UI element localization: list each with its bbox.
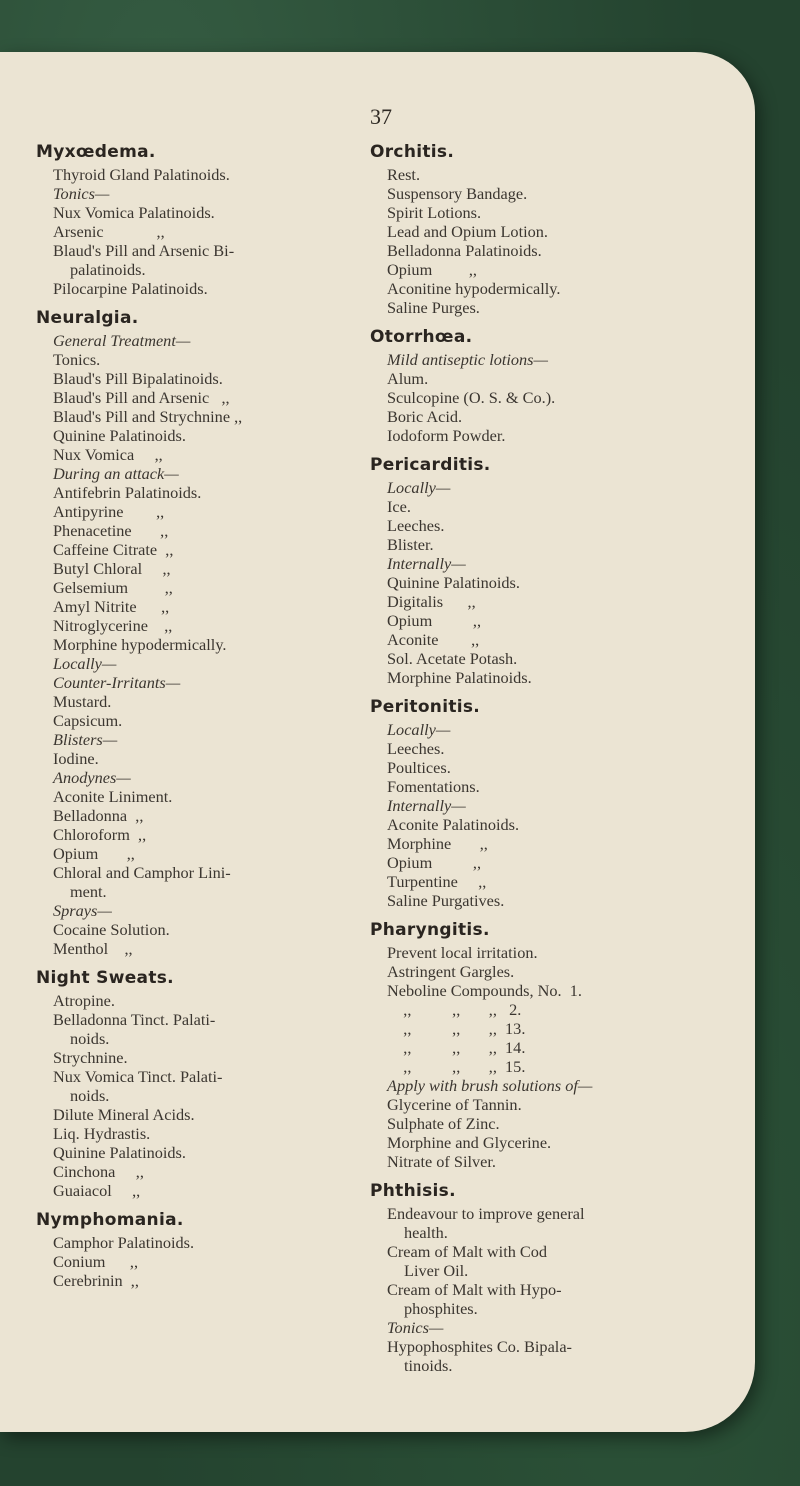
entry-line: Quinine Palatinoids. — [53, 426, 186, 445]
entry-line: Prevent local irritation. — [387, 943, 538, 962]
entry-line: Digitalis ,, — [387, 592, 476, 611]
entry-line: Mustard. — [53, 692, 112, 711]
entry-line: Morphine and Glycerine. — [387, 1133, 552, 1152]
entry-line: Arsenic ,, — [53, 222, 165, 241]
entry-line: Cocaine Solution. — [53, 920, 170, 939]
entry-line: Blaud's Pill and Strychnine ,, — [53, 407, 243, 426]
entry-line: Dilute Mineral Acids. — [53, 1105, 195, 1124]
entry-line: Butyl Chloral ,, — [53, 559, 171, 578]
section-heading: Orchitis. — [370, 142, 455, 162]
entry-line: Guaiacol ,, — [53, 1181, 141, 1200]
entry-line: health. — [404, 1223, 448, 1242]
entry-line: Belladonna Tinct. Palati- — [53, 1010, 216, 1029]
subheading-line: Locally— — [387, 478, 451, 497]
entry-line: Poultices. — [387, 758, 451, 777]
section — [370, 1181, 660, 1375]
entry-line: Neboline Compounds, No. 1. — [387, 981, 582, 1000]
entry-line: Turpentine ,, — [387, 872, 487, 891]
entry-line: Astringent Gargles. — [387, 962, 515, 981]
subheading-line: Internally— — [387, 796, 466, 815]
entry-line: Cinchona ,, — [53, 1162, 144, 1181]
section — [370, 142, 660, 317]
entry-line: tinoids. — [404, 1356, 453, 1375]
entry-line: Opium ,, — [387, 611, 482, 630]
entry-line: Blaud's Pill and Arsenic Bi- — [53, 241, 235, 260]
subheading-line: During an attack— — [53, 464, 179, 483]
entry-line: Chloral and Camphor Lini- — [53, 863, 231, 882]
entry-line: Capsicum. — [53, 711, 123, 730]
entry-line: Chloroform ,, — [53, 825, 147, 844]
section-heading: Neuralgia. — [36, 308, 139, 328]
entry-line: Morphine Palatinoids. — [387, 668, 532, 687]
entry-line: Nux Vomica Tinct. Palati- — [53, 1067, 223, 1086]
left-column — [36, 142, 358, 1300]
right-column — [370, 142, 660, 1385]
section — [36, 308, 358, 958]
entry-line: Lead and Opium Lotion. — [387, 222, 548, 241]
entry-line: Blister. — [387, 535, 434, 554]
entry-line: Ice. — [387, 497, 411, 516]
entry-line: ,, ,, ,, 15. — [387, 1057, 526, 1076]
entry-line: Iodine. — [53, 749, 99, 768]
section — [370, 455, 660, 687]
entry-line: Morphine hypodermically. — [53, 635, 227, 654]
section-heading: Phthisis. — [370, 1181, 456, 1201]
entry-line: noids. — [70, 1029, 110, 1048]
entry-line: Camphor Palatinoids. — [53, 1233, 195, 1252]
entry-line: Cerebrinin ,, — [53, 1271, 139, 1290]
entry-line: Conium ,, — [53, 1252, 139, 1271]
subheading-line: Tonics— — [387, 1318, 444, 1337]
subheading-line: Locally— — [53, 654, 117, 673]
entry-line: Amyl Nitrite ,, — [53, 597, 170, 616]
entry-line: noids. — [70, 1086, 110, 1105]
subheading-line: Internally— — [387, 554, 466, 573]
entry-line: Sculcopine (O. S. & Co.). — [387, 388, 556, 407]
entry-line: Saline Purges. — [387, 298, 480, 317]
entry-line: Nitrate of Silver. — [387, 1152, 496, 1171]
section-heading: Night Sweats. — [36, 968, 174, 988]
section — [370, 920, 660, 1171]
entry-line: Strychnine. — [53, 1048, 128, 1067]
section-heading: Myxœdema. — [36, 142, 156, 162]
entry-line: Nux Vomica ,, — [53, 445, 163, 464]
entry-line: phosphites. — [404, 1299, 478, 1318]
entry-line: Quinine Palatinoids. — [387, 573, 520, 592]
entry-line: Opium ,, — [387, 260, 478, 279]
entry-line: Gelsemium ,, — [53, 578, 173, 597]
entry-line: Cream of Malt with Cod — [387, 1242, 548, 1261]
entry-line: Saline Purgatives. — [387, 891, 505, 910]
entry-line: Leeches. — [387, 739, 445, 758]
page-number: 37 — [370, 104, 392, 129]
entry-line: Tonics. — [53, 350, 101, 369]
section — [36, 968, 358, 1200]
subheading-line: Counter-Irritants— — [53, 673, 181, 692]
entry-line: Thyroid Gland Palatinoids. — [53, 165, 230, 184]
section — [36, 1210, 358, 1290]
entry-line: Antipyrine ,, — [53, 502, 165, 521]
entry-line: Atropine. — [53, 991, 115, 1010]
entry-line: Hypophosphites Co. Bipala- — [387, 1337, 572, 1356]
entry-line: Endeavour to improve general — [387, 1204, 585, 1223]
entry-line: ,, ,, ,, 13. — [387, 1019, 526, 1038]
subheading-line: Apply with brush solutions of— — [387, 1076, 593, 1095]
entry-line: Liq. Hydrastis. — [53, 1124, 151, 1143]
entry-line: Belladonna Palatinoids. — [387, 241, 542, 260]
entry-line: Aconite Palatinoids. — [387, 815, 520, 834]
entry-line: Leeches. — [387, 516, 445, 535]
entry-line: Cream of Malt with Hypo- — [387, 1280, 562, 1299]
entry-line: Belladonna ,, — [53, 806, 144, 825]
subheading-line: Locally— — [387, 720, 451, 739]
section — [370, 327, 660, 445]
entry-line: ,, ,, ,, 2. — [387, 1000, 522, 1019]
entry-line: Sulphate of Zinc. — [387, 1114, 500, 1133]
entry-line: Quinine Palatinoids. — [53, 1143, 186, 1162]
subheading-line: General Treatment— — [53, 331, 191, 350]
entry-line: Alum. — [387, 369, 429, 388]
entry-line: Nitroglycerine ,, — [53, 616, 173, 635]
section-heading: Peritonitis. — [370, 697, 481, 717]
entry-line: Antifebrin Palatinoids. — [53, 483, 202, 502]
section — [370, 697, 660, 910]
section-heading: Pharyngitis. — [370, 920, 490, 940]
entry-line: Fomentations. — [387, 777, 480, 796]
entry-line: Spirit Lotions. — [387, 203, 482, 222]
subheading-line: Anodynes— — [53, 768, 131, 787]
entry-line: Liver Oil. — [404, 1261, 469, 1280]
entry-line: Nux Vomica Palatinoids. — [53, 203, 215, 222]
entry-line: Glycerine of Tannin. — [387, 1095, 522, 1114]
entry-line: Blaud's Pill and Arsenic ,, — [53, 388, 230, 407]
entry-line: ment. — [70, 882, 107, 901]
section-heading: Nymphomania. — [36, 1210, 184, 1230]
entry-line: Caffeine Citrate ,, — [53, 540, 174, 559]
entry-line: Aconite Liniment. — [53, 787, 173, 806]
entry-line: Boric Acid. — [387, 407, 463, 426]
entry-line: Opium ,, — [53, 844, 135, 863]
subheading-line: Blisters— — [53, 730, 118, 749]
entry-line: Rest. — [387, 165, 421, 184]
entry-line: Aconite ,, — [387, 630, 480, 649]
entry-line: Menthol ,, — [53, 939, 133, 958]
subheading-line: Tonics— — [53, 184, 110, 203]
section-heading: Pericarditis. — [370, 455, 491, 475]
entry-line: Phenacetine ,, — [53, 521, 169, 540]
entry-line: Sol. Acetate Potash. — [387, 649, 518, 668]
entry-line: Opium ,, — [387, 853, 482, 872]
entry-line: Blaud's Pill Bipalatinoids. — [53, 369, 223, 388]
section — [36, 142, 358, 298]
entry-line: Morphine ,, — [387, 834, 488, 853]
entry-line: Pilocarpine Palatinoids. — [53, 279, 208, 298]
subheading-line: Mild antiseptic lotions— — [387, 350, 548, 369]
subheading-line: Sprays— — [53, 901, 112, 920]
entry-line: ,, ,, ,, 14. — [387, 1038, 526, 1057]
section-heading: Otorrhœa. — [370, 327, 473, 347]
entry-line: Aconitine hypodermically. — [387, 279, 561, 298]
entry-line: Suspensory Bandage. — [387, 184, 528, 203]
entry-line: palatinoids. — [70, 260, 146, 279]
entry-line: Iodoform Powder. — [387, 426, 506, 445]
